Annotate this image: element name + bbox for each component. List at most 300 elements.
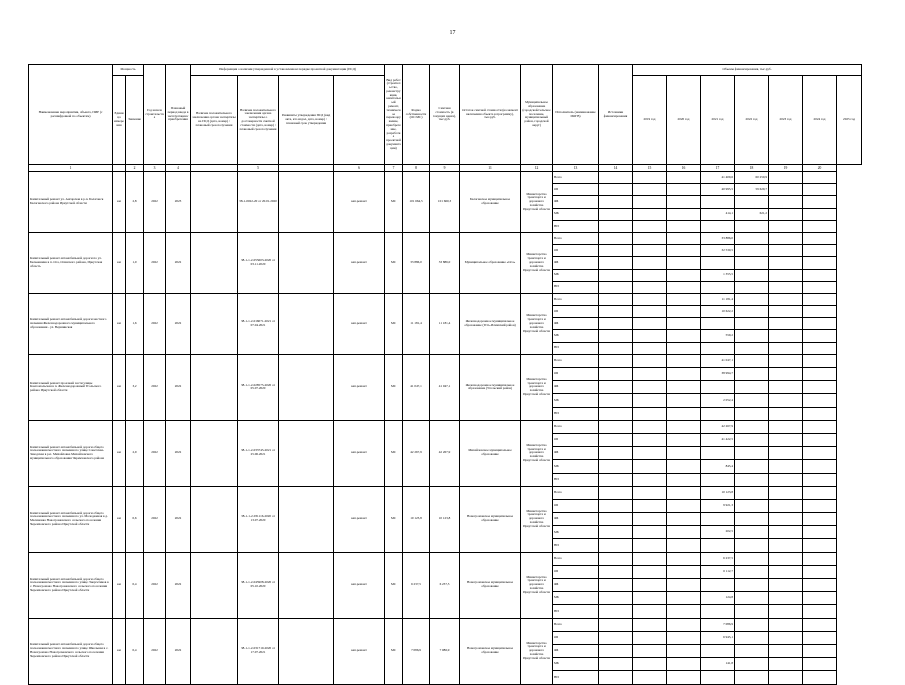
fin-2024 <box>769 394 803 407</box>
value-cell: 2,9 <box>126 420 144 486</box>
fin-2022 <box>701 381 735 394</box>
fin-2021 <box>667 269 701 281</box>
fin-2023 <box>735 433 769 446</box>
executor-cell: Министерство транспорта и дорожного хозяйства Иркутской области <box>521 552 553 618</box>
fin-2025 <box>803 381 837 394</box>
municipality-cell: Михайловское муниципальное образование <box>460 420 521 486</box>
source-label: ФБ <box>553 381 599 394</box>
column-number: 7 <box>385 165 403 172</box>
ownership-cell: МС <box>385 552 403 618</box>
column-number <box>113 165 126 172</box>
fin-2019 <box>599 420 633 433</box>
year-plan-cell: 2022 <box>166 486 191 552</box>
approval-cell <box>279 354 334 420</box>
table-row <box>29 486 862 499</box>
source-label: ОБ <box>553 306 599 318</box>
source-label: Всего <box>553 552 599 565</box>
fin-2019 <box>599 172 633 184</box>
fin-2022 <box>701 257 735 269</box>
fin-2019 <box>599 565 633 578</box>
source-label: ФБ <box>553 579 599 592</box>
source-label: МБ <box>553 592 599 605</box>
fin-2020 <box>633 499 667 512</box>
fin-2020 <box>633 381 667 394</box>
header-year-2021: 2021 год <box>701 76 735 165</box>
header-work-type: Вид работ (строительство, реконструкция, капитальный ремонт, техническое перевооружение, приобретение, разработка проектной документации) <box>385 65 403 165</box>
fin-2023 <box>735 513 769 526</box>
fin-2023 <box>735 460 769 473</box>
column-number: 17 <box>701 165 735 172</box>
fin-2023 <box>735 232 769 244</box>
fin-2022: 6 945,1 <box>701 631 735 644</box>
fin-2024 <box>769 644 803 657</box>
remainder-cell: 42 267,9 <box>430 420 460 486</box>
fin-2021 <box>667 539 701 552</box>
cost-conclusion-cell: 38-1-0022-20 от 20.01.2020 <box>238 172 279 233</box>
fin-2019 <box>599 245 633 257</box>
header-year-start: Год начала строительства <box>144 65 166 165</box>
fin-2021 <box>667 579 701 592</box>
source-label: ФБ <box>553 318 599 330</box>
fin-2024 <box>769 658 803 671</box>
fin-2019 <box>599 526 633 539</box>
fin-2024 <box>769 269 803 281</box>
fin-2025 <box>803 208 837 220</box>
fin-2019 <box>599 486 633 499</box>
fin-2020 <box>633 172 667 184</box>
source-label: Всего <box>553 232 599 244</box>
fin-2020 <box>633 552 667 565</box>
fin-2025 <box>803 565 837 578</box>
source-label: НИ <box>553 539 599 552</box>
fin-2023 <box>735 644 769 657</box>
remainder-cell: 6 237,5 <box>430 552 460 618</box>
fin-2024 <box>769 368 803 381</box>
fin-2022 <box>701 447 735 460</box>
fin-2022 <box>701 318 735 330</box>
approval-cell <box>279 232 334 293</box>
source-label: ОБ <box>553 565 599 578</box>
fin-2020 <box>633 196 667 208</box>
column-number: 8 <box>403 165 430 172</box>
fin-2025 <box>803 605 837 618</box>
remainder-cell: 33 886,0 <box>430 232 460 293</box>
fin-2019 <box>599 552 633 565</box>
fin-2019 <box>599 196 633 208</box>
fin-2021 <box>667 232 701 244</box>
year-start-cell: 2022 <box>144 293 166 354</box>
fin-2022: 9 921,3 <box>701 499 735 512</box>
work-type-cell: кап.ремонт <box>334 172 385 233</box>
fin-2019 <box>599 269 633 281</box>
work-type-cell: кап.ремонт <box>334 232 385 293</box>
fin-2021 <box>667 368 701 381</box>
fin-2024 <box>769 579 803 592</box>
fin-2021 <box>667 433 701 446</box>
source-label: НИ <box>553 220 599 232</box>
fin-2023 <box>735 420 769 433</box>
fin-2025 <box>803 257 837 269</box>
column-number: 15 <box>633 165 667 172</box>
fin-2025 <box>803 644 837 657</box>
header-sources: Источники финансирования <box>599 65 633 165</box>
fin-2020 <box>633 526 667 539</box>
year-start-cell: 2022 <box>144 618 166 684</box>
fin-2022 <box>701 513 735 526</box>
header-value: Значение <box>126 76 144 165</box>
fin-2025 <box>803 245 837 257</box>
fin-2023 <box>735 318 769 330</box>
column-number: 9 <box>430 165 460 172</box>
column-number: 4 <box>166 165 191 172</box>
fin-2023 <box>735 293 769 305</box>
fin-2025 <box>803 658 837 671</box>
source-label: Всего <box>553 172 599 184</box>
fin-2024 <box>769 565 803 578</box>
fin-2020 <box>633 473 667 486</box>
fin-2024 <box>769 539 803 552</box>
fin-2023: 59 629,7 <box>735 184 769 196</box>
value-cell: 3,2 <box>126 354 144 420</box>
object-name: Капитальный ремонт проезжей части улицы Комсомольская в п. Железнодорожный Усольского района Иркутской области <box>29 354 113 420</box>
fin-2021 <box>667 552 701 565</box>
fin-2022: 41 422,5 <box>701 433 735 446</box>
fin-2022 <box>701 196 735 208</box>
fin-2020 <box>633 631 667 644</box>
column-number: 13 <box>553 165 599 172</box>
header-executor: Исполнитель (наименование ИОГВ) <box>553 65 599 165</box>
source-label: НИ <box>553 671 599 684</box>
fin-2025 <box>803 579 837 592</box>
fin-2020 <box>633 671 667 684</box>
fin-2025 <box>803 618 837 631</box>
fin-2021 <box>667 330 701 342</box>
fin-2019 <box>599 293 633 305</box>
header-financing: Объемы финансирования, тыс.руб. <box>633 65 862 76</box>
executor-cell: Министерство транспорта и дорожного хозяйства Иркутской области <box>521 420 553 486</box>
object-name: Капитальный ремонт автомобильной дороги местного значения Железнодорожного муниципального образования - ул. Вершинская <box>29 293 113 354</box>
header-remainder: Остаток сметной стоимости (на момент включения объекта в программу), тыс.руб. <box>460 65 521 165</box>
fin-2025 <box>803 306 837 318</box>
unit-cell: км <box>113 172 126 233</box>
fin-2024 <box>769 342 803 354</box>
year-start-cell: 2022 <box>144 354 166 420</box>
cost-conclusion-cell: 38-1-1-2-031710-2020 от 17.07.2021 <box>238 618 279 684</box>
est-cost-cell: 11 181,4 <box>403 293 430 354</box>
fin-2025 <box>803 184 837 196</box>
fin-2021 <box>667 394 701 407</box>
fin-2019 <box>599 208 633 220</box>
fin-2022: 845,4 <box>701 460 735 473</box>
expert-cell <box>191 552 238 618</box>
source-label: ФБ <box>553 513 599 526</box>
cost-conclusion-cell: 38-1-1-2-055603-2020 от 03.11.2020 <box>238 232 279 293</box>
fin-2023 <box>735 552 769 565</box>
municipality-cell: Новогромовское муниципальное образование <box>460 552 521 618</box>
source-label: Всего <box>553 354 599 367</box>
year-start-cell: 2022 <box>144 232 166 293</box>
value-cell: 1,0 <box>126 232 144 293</box>
fin-2022: 559,2 <box>701 330 735 342</box>
fin-2022: 41 409,6 <box>701 172 735 184</box>
fin-2021 <box>667 342 701 354</box>
fin-2020 <box>633 232 667 244</box>
fin-2020 <box>633 394 667 407</box>
fin-2024 <box>769 631 803 644</box>
fin-2025 <box>803 592 837 605</box>
header-capacity: Мощность <box>113 65 144 76</box>
fin-2019 <box>599 539 633 552</box>
fin-2024 <box>769 196 803 208</box>
fin-2024 <box>769 473 803 486</box>
remainder-cell: 101 660,3 <box>430 172 460 233</box>
fin-2024 <box>769 245 803 257</box>
header-municipality: Муниципальное образование (городской/сельское поселение, муниципальный район, городской округ) <box>521 65 553 165</box>
expert-cell <box>191 420 238 486</box>
column-number: 6 <box>334 165 385 172</box>
fin-2024 <box>769 208 803 220</box>
fin-2024 <box>769 172 803 184</box>
fin-2021 <box>667 257 701 269</box>
fin-2019 <box>599 220 633 232</box>
ownership-cell: МС <box>385 232 403 293</box>
source-label: НИ <box>553 281 599 293</box>
source-label: МБ <box>553 208 599 220</box>
expert-cell <box>191 172 238 233</box>
source-label: ФБ <box>553 447 599 460</box>
fin-2021 <box>667 354 701 367</box>
year-plan-cell: 2022 <box>166 354 191 420</box>
source-label: Всего <box>553 293 599 305</box>
column-number: 3 <box>144 165 166 172</box>
cost-conclusion-cell: 38-1-1-2-045908-2020 от 05.10.2020 <box>238 552 279 618</box>
fin-2022: 40 995,5 <box>701 184 735 196</box>
fin-2019 <box>599 499 633 512</box>
fin-2022: 141,8 <box>701 658 735 671</box>
fin-2022 <box>701 220 735 232</box>
source-label: Всего <box>553 618 599 631</box>
est-cost-cell: 42 267,9 <box>403 420 430 486</box>
table-row <box>29 618 862 631</box>
column-number: 5 <box>238 165 279 172</box>
source-label: Всего <box>553 486 599 499</box>
fin-2023 <box>735 579 769 592</box>
fin-2022 <box>701 407 735 420</box>
fin-2021 <box>667 281 701 293</box>
header-year-2022: 2022 год <box>735 76 769 165</box>
fin-2021 <box>667 196 701 208</box>
est-cost-cell: 101 664,5 <box>403 172 430 233</box>
fin-2020 <box>633 605 667 618</box>
fin-2025 <box>803 473 837 486</box>
source-label: ОБ <box>553 245 599 257</box>
fin-2024 <box>769 460 803 473</box>
object-name: Капитальный ремонт ул. Ангарская в р.п. Балаганск Балаганского района Иркутской области <box>29 172 113 233</box>
year-start-cell: 2022 <box>144 486 166 552</box>
fin-2025 <box>803 330 837 342</box>
fin-2021 <box>667 293 701 305</box>
header-approval: Реквизиты утверждения ПСД (вид акта, кто издал, дата, номер) / плановый срок утверждения <box>279 76 334 165</box>
remainder-cell: 41 047,1 <box>430 354 460 420</box>
fin-2022: 32 530,5 <box>701 245 735 257</box>
source-label: НИ <box>553 407 599 420</box>
object-name: Капитальный ремонт автомобильной дороги по ул. Бельменина в п. Оса, Осинского района, Иркутская область <box>29 232 113 293</box>
value-cell: 0,4 <box>126 552 144 618</box>
work-type-cell: кап.ремонт <box>334 618 385 684</box>
source-label: ОБ <box>553 368 599 381</box>
year-start-cell: 2022 <box>144 420 166 486</box>
fin-2023 <box>735 220 769 232</box>
fin-2019 <box>599 618 633 631</box>
fin-2019 <box>599 342 633 354</box>
column-number: 16 <box>667 165 701 172</box>
fin-2024 <box>769 306 803 318</box>
column-number: 12 <box>521 165 553 172</box>
expert-cell <box>191 354 238 420</box>
header-name: Наименование мероприятия, объекта, ПИР (с расшифровкой по объектам) <box>29 65 113 165</box>
fin-2020 <box>633 330 667 342</box>
fin-2023 <box>735 407 769 420</box>
fin-2021 <box>667 618 701 631</box>
table-row <box>29 354 862 367</box>
fin-2023 <box>735 196 769 208</box>
work-type-cell: кап.ремонт <box>334 354 385 420</box>
fin-2022 <box>701 473 735 486</box>
fin-2020 <box>633 318 667 330</box>
fin-2025 <box>803 281 837 293</box>
fin-2020 <box>633 644 667 657</box>
cost-conclusion-cell: 38-1-1-2-033745-2021 от 25.06.2021 <box>238 420 279 486</box>
approval-cell <box>279 172 334 233</box>
municipality-cell: Муниципальное образование «Оса» <box>460 232 521 293</box>
fin-2024 <box>769 330 803 342</box>
fin-2020 <box>633 342 667 354</box>
unit-cell: км <box>113 552 126 618</box>
year-plan-cell: 2022 <box>166 420 191 486</box>
fin-2023 <box>735 526 769 539</box>
fin-2021 <box>667 671 701 684</box>
fin-2021 <box>667 420 701 433</box>
est-cost-cell: 33 886,0 <box>403 232 430 293</box>
object-name: Капитальный ремонт автомобильной дороги общего пользования местного значения по улице Советская-Заводская в р.п. Михайловка Михайловского муниципального образования Черемховского района <box>29 420 113 486</box>
column-number: 11 <box>460 165 521 172</box>
source-label: МБ <box>553 394 599 407</box>
fin-2021 <box>667 208 701 220</box>
fin-2025 <box>803 354 837 367</box>
source-label: Всего <box>553 420 599 433</box>
remainder-cell: 7 086,9 <box>430 618 460 684</box>
fin-2024 <box>769 318 803 330</box>
fin-2022: 1 355,5 <box>701 269 735 281</box>
fin-2025 <box>803 232 837 244</box>
fin-2023: 621,2 <box>735 208 769 220</box>
fin-2025 <box>803 486 837 499</box>
executor-cell: Министерство транспорта и дорожного хозяйства Иркутской области <box>521 232 553 293</box>
approval-cell <box>279 618 334 684</box>
column-number: 2 <box>126 165 144 172</box>
fin-2021 <box>667 486 701 499</box>
fin-2019 <box>599 460 633 473</box>
fin-2019 <box>599 592 633 605</box>
year-start-cell: 2022 <box>144 172 166 233</box>
fin-2021 <box>667 499 701 512</box>
executor-cell: Министерство транспорта и дорожного хозяйства Иркутской области <box>521 618 553 684</box>
ownership-cell: МС <box>385 293 403 354</box>
fin-2019 <box>599 330 633 342</box>
header-year-2023: 2023 год <box>769 76 803 165</box>
fin-2019 <box>599 368 633 381</box>
header-spacer <box>334 76 385 165</box>
fin-2023 <box>735 539 769 552</box>
value-cell: 0,4 <box>126 618 144 684</box>
municipality-cell: Железнодорожное муниципальное образование (Усть-Илимский район) <box>460 293 521 354</box>
column-number: 20 <box>803 165 837 172</box>
ownership-cell: МС <box>385 420 403 486</box>
fin-2020 <box>633 539 667 552</box>
fin-2023 <box>735 565 769 578</box>
fin-2019 <box>599 318 633 330</box>
fin-2024 <box>769 381 803 394</box>
year-plan-cell: 2022 <box>166 293 191 354</box>
column-number <box>191 165 238 172</box>
fin-2021 <box>667 644 701 657</box>
fin-2023 <box>735 381 769 394</box>
fin-2025 <box>803 293 837 305</box>
fin-2025 <box>803 220 837 232</box>
fin-2020 <box>633 592 667 605</box>
fin-2019 <box>599 232 633 244</box>
table-row <box>29 232 862 244</box>
ownership-cell: МС <box>385 618 403 684</box>
value-cell: 2,8 <box>126 172 144 233</box>
fin-2024 <box>769 407 803 420</box>
fin-2021 <box>667 565 701 578</box>
fin-2020 <box>633 460 667 473</box>
fin-2020 <box>633 281 667 293</box>
remainder-cell: 11 181,4 <box>430 293 460 354</box>
fin-2025 <box>803 513 837 526</box>
column-number <box>279 165 334 172</box>
fin-2025 <box>803 342 837 354</box>
fin-2020 <box>633 354 667 367</box>
fin-2024 <box>769 232 803 244</box>
fin-2024 <box>769 447 803 460</box>
fin-2019 <box>599 513 633 526</box>
fin-2022: 38 994,7 <box>701 368 735 381</box>
fin-2024 <box>769 499 803 512</box>
source-label: ФБ <box>553 196 599 208</box>
fin-2021 <box>667 447 701 460</box>
fin-2019 <box>599 473 633 486</box>
fin-2022 <box>701 671 735 684</box>
header-year-2019: 2019 год <box>633 76 667 165</box>
fin-2019 <box>599 579 633 592</box>
est-cost-cell: 41 047,1 <box>403 354 430 420</box>
fin-2022: 6 112,7 <box>701 565 735 578</box>
approval-cell <box>279 420 334 486</box>
fin-2021 <box>667 513 701 526</box>
table-row <box>29 552 862 565</box>
value-cell: 1,6 <box>126 293 144 354</box>
fin-2023 <box>735 486 769 499</box>
fin-2022 <box>701 342 735 354</box>
fin-2020 <box>633 293 667 305</box>
fin-2019 <box>599 354 633 367</box>
year-plan-cell: 2022 <box>166 552 191 618</box>
page-number: 17 <box>449 30 456 36</box>
fin-2023 <box>735 330 769 342</box>
fin-2019 <box>599 306 633 318</box>
